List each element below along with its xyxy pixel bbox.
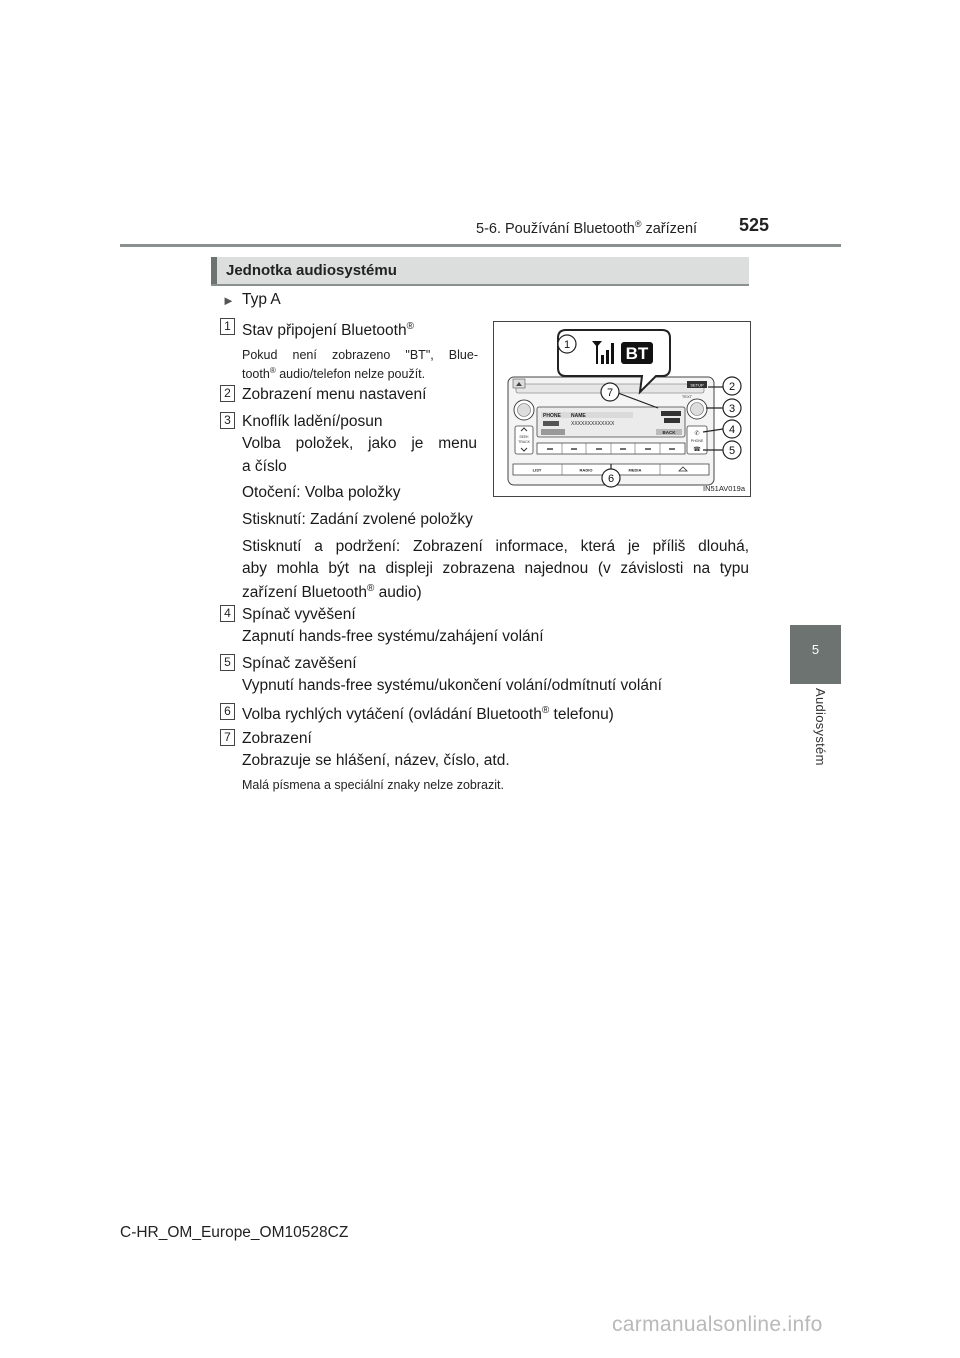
item-number-1: 1 [220, 318, 235, 335]
svg-text:NAME: NAME [571, 413, 586, 419]
item-number-6: 6 [220, 703, 235, 720]
svg-text:TEXT: TEXT [681, 394, 693, 399]
item-3-line3: a číslo [242, 458, 287, 475]
svg-text:RADIO: RADIO [579, 467, 593, 473]
svg-text:BACK: BACK [662, 430, 676, 435]
item-3-press: Stisknutí: Zadání zvolené položky [242, 511, 473, 528]
svg-text:2: 2 [728, 381, 736, 393]
svg-text:5: 5 [728, 445, 736, 457]
item-5-title: Spínač zavěšení [242, 655, 357, 672]
on-hook-icon: ☎ [693, 447, 701, 453]
svg-text:XXXXXXXXXXXXX: XXXXXXXXXXXXX [571, 421, 615, 427]
type-label: Typ A [242, 291, 281, 308]
item-3-rotate: Otočení: Volba položky [242, 484, 401, 501]
item-3-hold-line2: aby mohla být na displeji zobrazena najednou (v závislosti na typu [242, 560, 749, 577]
item-number-2: 2 [220, 385, 235, 402]
svg-text:BT: BT [625, 344, 649, 363]
document-code: C-HR_OM_Europe_OM10528CZ [120, 1224, 349, 1241]
item-number-7: 7 [220, 729, 235, 746]
item-6-title: Volba rychlých vytáčení (ovládání Bluetooth® telefonu) [242, 705, 614, 724]
item-4-title: Spínač vyvěšení [242, 606, 356, 623]
svg-text:MEDIA: MEDIA [628, 467, 642, 473]
item-3-title: Knoflík ladění/posun [242, 413, 383, 430]
item-1-title: Stav připojení Bluetooth® [242, 321, 414, 340]
item-3-line2: Volba položek, jako je menu [242, 435, 477, 452]
figure-code: IN51AV019a [703, 484, 745, 493]
section-header: 5-6. Používání Bluetooth® zařízení [476, 219, 698, 237]
item-1-note-line2: tooth® audio/telefon nelze použít. [242, 366, 426, 382]
svg-text:TRACK: TRACK [518, 440, 530, 444]
svg-text:3: 3 [728, 403, 736, 415]
svg-text:PHONE: PHONE [543, 413, 561, 419]
svg-text:PHONE: PHONE [690, 439, 704, 443]
audio-unit-figure [493, 321, 751, 497]
audio-unit-illustration [494, 322, 750, 496]
svg-text:4: 4 [728, 424, 736, 436]
section-title: Jednotka audiosystému [226, 262, 397, 279]
item-7-line2: Zobrazuje se hlášení, název, číslo, atd. [242, 752, 510, 769]
item-7-note: Malá písmena a speciální znaky nelze zobrazit. [242, 778, 504, 792]
chapter-label: Audiosystém [813, 688, 828, 766]
item-number-3: 3 [220, 412, 235, 429]
page-number: 525 [739, 215, 770, 235]
chapter-number: 5 [811, 642, 820, 657]
svg-text:1: 1 [563, 339, 571, 351]
triangle-bullet-icon: ► [222, 293, 235, 308]
item-4-line2: Zapnutí hands-free systému/zahájení volání [242, 628, 544, 645]
item-5-line2: Vypnutí hands-free systému/ukončení volání/odmítnutí volání [242, 677, 662, 694]
header-rule [120, 244, 841, 247]
item-1-note-line1: Pokud není zobrazeno "BT", Blue- [242, 348, 478, 362]
svg-text:SEEK: SEEK [519, 435, 529, 439]
watermark: carmanualsonline.info [612, 1313, 823, 1336]
item-3-hold-line1: Stisknutí a podržení: Zobrazení informace, která je příliš dlouhá, [242, 538, 749, 555]
svg-text:7: 7 [606, 387, 614, 399]
svg-text:6: 6 [607, 473, 615, 485]
item-2-title: Zobrazení menu nastavení [242, 386, 427, 403]
section-title-marker [211, 257, 217, 284]
item-3-hold-line3: zařízení Bluetooth® audio) [242, 583, 422, 602]
item-number-4: 4 [220, 605, 235, 622]
svg-text:SETUP: SETUP [690, 382, 704, 388]
svg-text:LIST: LIST [532, 467, 542, 473]
item-number-5: 5 [220, 654, 235, 671]
off-hook-icon: ✆ [694, 431, 700, 437]
item-7-title: Zobrazení [242, 730, 312, 747]
